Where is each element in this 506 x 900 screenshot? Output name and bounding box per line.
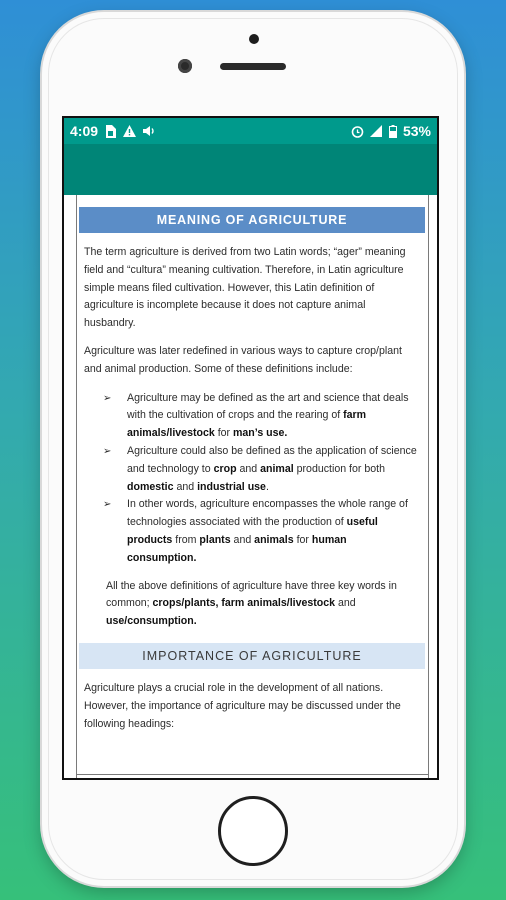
front-camera xyxy=(178,59,192,73)
proximity-sensor xyxy=(249,34,259,44)
paragraph-intro: The term agriculture is derived from two Latin words; “ager” meaning field and “cultura” meaning cultivation. Therefore, in Latin agriculture simple means filed cultivation. However, this Latin definition of agriculture is incomplete because it does not capture animal husbandry. xyxy=(84,246,406,330)
document-page xyxy=(76,195,429,778)
document-view[interactable] xyxy=(64,195,437,778)
bullet-arrow-icon: ➢ xyxy=(103,499,112,511)
earpiece-speaker xyxy=(220,63,286,70)
definitions-list xyxy=(77,390,428,568)
section-heading-importance: IMPORTANCE OF AGRICULTURE xyxy=(79,643,425,669)
section-heading-meaning: MEANING OF AGRICULTURE xyxy=(79,207,425,233)
phone-screen xyxy=(62,116,439,780)
bullet-arrow-icon: ➢ xyxy=(103,392,112,404)
page-divider xyxy=(77,774,428,775)
sound-icon xyxy=(143,125,156,137)
sim-card-icon xyxy=(105,125,116,138)
signal-icon xyxy=(370,125,383,137)
list-item: ➢ Agriculture could also be defined as the application of science and technology to crop and animal production for both domestic and industrial use. xyxy=(103,444,417,493)
battery-icon xyxy=(389,125,397,138)
list-item: ➢ Agriculture may be defined as the art and science that deals with the cultivation of crops and the rearing of farm animals/livestock for man’s use. xyxy=(103,391,409,440)
battery-percent: 53% xyxy=(402,123,431,139)
status-time: 4:09 xyxy=(70,123,99,139)
list-item: ➢ In other words, agriculture encompasses the whole range of technologies associated with the production of useful products from plants and animals for human consumption. xyxy=(103,498,408,564)
paragraph-redefined: Agriculture was later redefined in various ways to capture crop/plant and animal production. Some of these definitions include: xyxy=(84,344,402,375)
status-bar xyxy=(64,118,437,144)
warning-icon xyxy=(123,125,136,137)
paragraph-summary: All the above definitions of agriculture have three key words in common; crops/plants, farm animals/livestock and use/consumption. xyxy=(106,579,397,628)
bullet-arrow-icon: ➢ xyxy=(103,445,112,457)
app-toolbar xyxy=(64,144,437,195)
paragraph-importance: Agriculture plays a crucial role in the development of all nations. However, the importance of agriculture may be discussed under the following headings: xyxy=(84,681,401,730)
alarm-icon xyxy=(351,125,364,138)
home-button[interactable] xyxy=(218,796,288,866)
